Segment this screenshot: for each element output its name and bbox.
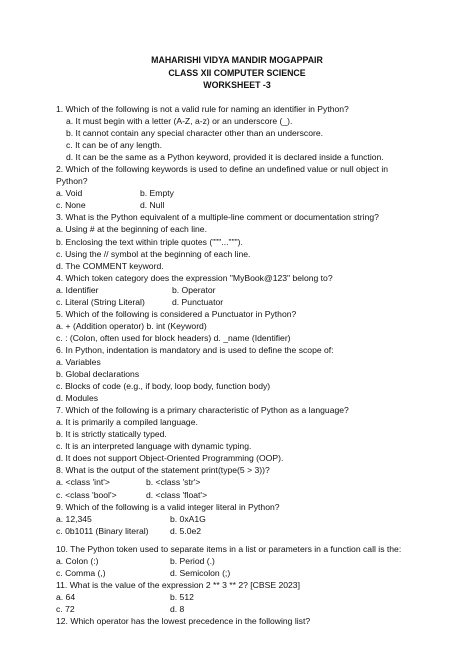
q4-option-d: d. Punctuator bbox=[172, 296, 224, 307]
q7-option-d: d. It does not support Object-Oriented Programming (OOP). bbox=[56, 453, 284, 464]
q9-options-row-2 bbox=[56, 525, 456, 537]
question-10: 10. The Python token used to separate items in a list or parameters in a function call is the: bbox=[56, 543, 402, 554]
q1-option-d: d. It can be the same as a Python keyword, provided it is declared inside a function. bbox=[66, 152, 384, 163]
q7-option-b: b. It is strictly statically typed. bbox=[56, 429, 167, 440]
q3-option-c: c. Using the // symbol at the beginning of each line. bbox=[56, 248, 251, 259]
question-9: 9. Which of the following is a valid integer literal in Python? bbox=[56, 501, 280, 512]
question-11: 11. What is the value of the expression 2 ** 3 ** 2? [CBSE 2023] bbox=[56, 579, 300, 590]
q1-option-b: b. It cannot contain any special character other than an underscore. bbox=[66, 128, 324, 139]
q8-options-row-2 bbox=[56, 489, 456, 501]
question-1: 1. Which of the following is not a valid rule for naming an identifier in Python? bbox=[56, 104, 349, 114]
q10-option-c: c. Comma (,) bbox=[56, 567, 106, 578]
q5-options-cd: c. : (Colon, often used for block headers) d. _name (Identifier) bbox=[56, 332, 291, 343]
q11-option-d: d. 8 bbox=[170, 603, 185, 614]
question-12: 12. Which operator has the lowest precedence in the following list? bbox=[56, 615, 311, 626]
q11-option-c: c. 72 bbox=[56, 603, 75, 614]
q11-options-row-2 bbox=[56, 603, 456, 615]
q10-option-b: b. Period (.) bbox=[170, 555, 215, 566]
question-2-cont: Python? bbox=[56, 176, 88, 187]
question-7: 7. Which of the following is a primary characteristic of Python as a language? bbox=[56, 405, 349, 416]
q6-option-b: b. Global declarations bbox=[56, 369, 140, 380]
q9-option-b: b. 0xA1G bbox=[170, 513, 206, 524]
q2-options-row-1 bbox=[56, 187, 456, 199]
q4-option-c: c. Literal (String Literal) bbox=[56, 296, 145, 307]
q10-options-row-1 bbox=[56, 555, 456, 567]
question-4: 4. Which token category does the expression "MyBook@123" belong to? bbox=[56, 272, 333, 283]
q11-option-a: a. 64 bbox=[56, 591, 76, 602]
q5-options-ab: a. + (Addition operator) b. int (Keyword) bbox=[56, 320, 207, 331]
q2-option-b: b. Empty bbox=[140, 188, 174, 199]
q9-option-c: c. 0b1011 (Binary literal) bbox=[56, 525, 149, 536]
q4-option-a: a. Identifier bbox=[56, 284, 99, 295]
q9-option-d: d. 5.0e2 bbox=[170, 525, 202, 536]
q1-option-a: a. It must begin with a letter (A-Z, a-z) or an underscore (_). bbox=[66, 116, 293, 127]
q9-options-row-1 bbox=[56, 513, 456, 525]
q11-options-row-1 bbox=[56, 591, 456, 603]
q6-option-d: d. Modules bbox=[56, 393, 99, 404]
school-name: MAHARISHI VIDYA MANDIR MOGAPPAIR bbox=[151, 55, 323, 65]
question-6: 6. In Python, indentation is mandatory and is used to define the scope of: bbox=[56, 344, 334, 355]
worksheet-title: WORKSHEET -3 bbox=[203, 80, 271, 91]
q4-options-row-2 bbox=[56, 296, 456, 308]
q8-option-b: b. <class 'str'> bbox=[146, 477, 201, 488]
q4-option-b: b. Operator bbox=[172, 284, 216, 295]
q3-option-d: d. The COMMENT keyword. bbox=[56, 260, 164, 271]
q1-option-c: c. It can be of any length. bbox=[66, 140, 163, 151]
question-3: 3. What is the Python equivalent of a multiple-line comment or documentation string? bbox=[56, 212, 379, 223]
q8-option-c: c. <class 'bool'> bbox=[56, 489, 117, 500]
question-5: 5. Which of the following is considered a Punctuator in Python? bbox=[56, 308, 297, 319]
q11-option-b: b. 512 bbox=[170, 591, 194, 602]
q6-option-c: c. Blocks of code (e.g., if body, loop body, function body) bbox=[56, 381, 271, 392]
q8-option-a: a. <class 'int'> bbox=[56, 477, 110, 488]
q10-option-d: d. Semicolon (;) bbox=[170, 567, 231, 578]
q2-options-row-2 bbox=[56, 199, 456, 211]
q3-option-b: b. Enclosing the text within triple quotes ("""..."""). bbox=[56, 236, 243, 247]
worksheet-header bbox=[0, 54, 474, 92]
q4-options-row-1 bbox=[56, 284, 456, 296]
question-8: 8. What is the output of the statement print(type(5 > 3))? bbox=[56, 465, 270, 476]
question-2: 2. Which of the following keywords is used to define an undefined value or null object in bbox=[56, 164, 389, 175]
q8-option-d: d. <class 'float'> bbox=[146, 489, 208, 500]
q10-option-a: a. Colon (:) bbox=[56, 555, 99, 566]
q7-option-c: c. It is an interpreted language with dynamic typing. bbox=[56, 441, 252, 452]
q3-option-a: a. Using # at the beginning of each line. bbox=[56, 224, 207, 235]
q6-option-a: a. Variables bbox=[56, 356, 101, 367]
q2-option-a: a. Void bbox=[56, 188, 83, 199]
q7-option-a: a. It is primarily a compiled language. bbox=[56, 417, 198, 428]
q10-options-row-2 bbox=[56, 567, 456, 579]
questions bbox=[56, 103, 456, 627]
q8-options-row-1 bbox=[56, 476, 456, 488]
q2-option-d: d. Null bbox=[140, 200, 165, 211]
class-title: CLASS XII COMPUTER SCIENCE bbox=[168, 67, 306, 78]
q9-option-a: a. 12,345 bbox=[56, 513, 92, 524]
q2-option-c: c. None bbox=[56, 200, 86, 211]
